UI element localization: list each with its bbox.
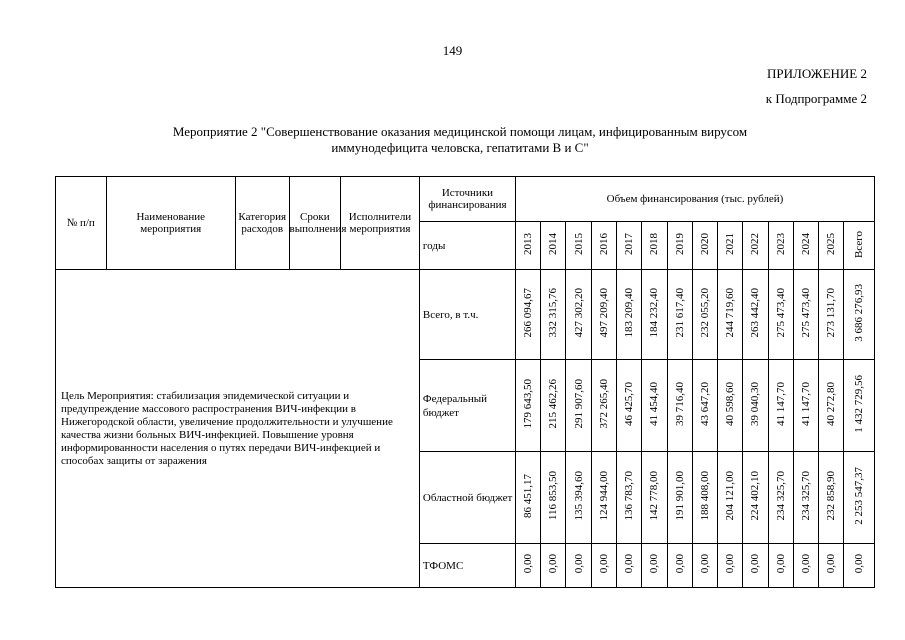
page-number: 149 xyxy=(442,43,463,58)
value-cell: 231 617,40 xyxy=(667,270,692,360)
title-line-2: иммунодефицита человска, гепатитами В и С" xyxy=(331,140,589,155)
value-cell: 497 209,40 xyxy=(591,270,616,360)
row-label: Федеральный бюджет xyxy=(419,360,515,452)
value-cell: 275 473,40 xyxy=(768,270,793,360)
value-cell: 0,00 xyxy=(515,544,540,588)
header-name: Наименование мероприятия xyxy=(106,177,235,270)
header-num: № п/п xyxy=(56,177,107,270)
value-cell: 234 325,70 xyxy=(793,452,818,544)
year-header: 2021 xyxy=(718,222,743,270)
header-years-label: годы xyxy=(419,222,515,270)
year-header: 2014 xyxy=(541,222,566,270)
value-cell: 0,00 xyxy=(743,544,768,588)
appendix-reference: к Подпрограмме 2 xyxy=(765,91,867,106)
value-cell: 39 040,30 xyxy=(743,360,768,452)
year-header: 2016 xyxy=(591,222,616,270)
value-cell: 41 147,70 xyxy=(768,360,793,452)
financing-table xyxy=(55,176,875,588)
year-header: 2023 xyxy=(768,222,793,270)
value-cell: 224 402,10 xyxy=(743,452,768,544)
value-cell: 124 944,00 xyxy=(591,452,616,544)
value-cell: 3 686 276,93 xyxy=(844,270,875,360)
year-header: 2024 xyxy=(793,222,818,270)
year-header: 2017 xyxy=(617,222,642,270)
value-cell: 41 147,70 xyxy=(793,360,818,452)
value-cell: 204 121,00 xyxy=(718,452,743,544)
value-cell: 332 315,76 xyxy=(541,270,566,360)
year-header: 2025 xyxy=(819,222,844,270)
value-cell: 86 451,17 xyxy=(515,452,540,544)
goal-text: Цель Мероприятия: стабилизация эпидемической ситуации и предупреждение массового распространения ВИЧ-инфекции в Нижегородской области, увеличение продолжительности и улучшение качества жизни больных ВИЧ-инфекцией. Повышение уровня информированности населения о путях передачи ВИЧ-инфекцией и способах защиты от заражения xyxy=(56,270,420,588)
value-cell: 0,00 xyxy=(667,544,692,588)
year-header: 2015 xyxy=(566,222,591,270)
value-cell: 0,00 xyxy=(844,544,875,588)
value-cell: 0,00 xyxy=(768,544,793,588)
value-cell: 1 432 729,56 xyxy=(844,360,875,452)
header-terms: Сроки выполнения xyxy=(289,177,341,270)
value-cell: 0,00 xyxy=(718,544,743,588)
value-cell: 0,00 xyxy=(793,544,818,588)
value-cell: 0,00 xyxy=(617,544,642,588)
value-cell: 191 901,00 xyxy=(667,452,692,544)
year-header: 2022 xyxy=(743,222,768,270)
document-title xyxy=(60,124,860,156)
value-cell: 427 302,20 xyxy=(566,270,591,360)
value-cell: 41 454,40 xyxy=(642,360,667,452)
value-cell: 142 778,00 xyxy=(642,452,667,544)
value-cell: 275 473,40 xyxy=(793,270,818,360)
title-line-1: Мероприятие 2 "Совершенствование оказания медицинской помощи лицам, инфицированным вирусом xyxy=(172,124,748,139)
value-cell: 135 394,60 xyxy=(566,452,591,544)
year-header: 2013 xyxy=(515,222,540,270)
value-cell: 372 265,40 xyxy=(591,360,616,452)
year-header: 2019 xyxy=(667,222,692,270)
year-header: Всего xyxy=(844,222,875,270)
value-cell: 291 907,60 xyxy=(566,360,591,452)
value-cell: 0,00 xyxy=(591,544,616,588)
value-cell: 136 783,70 xyxy=(617,452,642,544)
row-label: Всего, в т.ч. xyxy=(419,270,515,360)
value-cell: 0,00 xyxy=(692,544,717,588)
value-cell: 244 719,60 xyxy=(718,270,743,360)
appendix-label: ПРИЛОЖЕНИЕ 2 xyxy=(767,66,867,81)
value-cell: 39 716,40 xyxy=(667,360,692,452)
row-label: ТФОМС xyxy=(419,544,515,588)
header-volume: Объем финансирования (тыс. рублей) xyxy=(515,177,874,222)
header-executor: Исполнители мероприятия xyxy=(341,177,420,270)
value-cell: 184 232,40 xyxy=(642,270,667,360)
value-cell: 46 425,70 xyxy=(617,360,642,452)
row-label: Областной бюджет xyxy=(419,452,515,544)
value-cell: 40 598,60 xyxy=(718,360,743,452)
value-cell: 232 858,90 xyxy=(819,452,844,544)
value-cell: 266 094,67 xyxy=(515,270,540,360)
value-cell: 232 055,20 xyxy=(692,270,717,360)
year-header: 2018 xyxy=(642,222,667,270)
header-sources: Источники финансирования xyxy=(419,177,515,222)
value-cell: 188 408,00 xyxy=(692,452,717,544)
value-cell: 0,00 xyxy=(566,544,591,588)
value-cell: 183 209,40 xyxy=(617,270,642,360)
value-cell: 215 462,26 xyxy=(541,360,566,452)
value-cell: 116 853,50 xyxy=(541,452,566,544)
value-cell: 0,00 xyxy=(819,544,844,588)
year-header: 2020 xyxy=(692,222,717,270)
value-cell: 234 325,70 xyxy=(768,452,793,544)
value-cell: 0,00 xyxy=(642,544,667,588)
value-cell: 179 643,50 xyxy=(515,360,540,452)
value-cell: 263 442,40 xyxy=(743,270,768,360)
value-cell: 40 272,80 xyxy=(819,360,844,452)
value-cell: 0,00 xyxy=(541,544,566,588)
value-cell: 43 647,20 xyxy=(692,360,717,452)
header-category: Категория расходов xyxy=(235,177,289,270)
value-cell: 2 253 547,37 xyxy=(844,452,875,544)
value-cell: 273 131,70 xyxy=(819,270,844,360)
